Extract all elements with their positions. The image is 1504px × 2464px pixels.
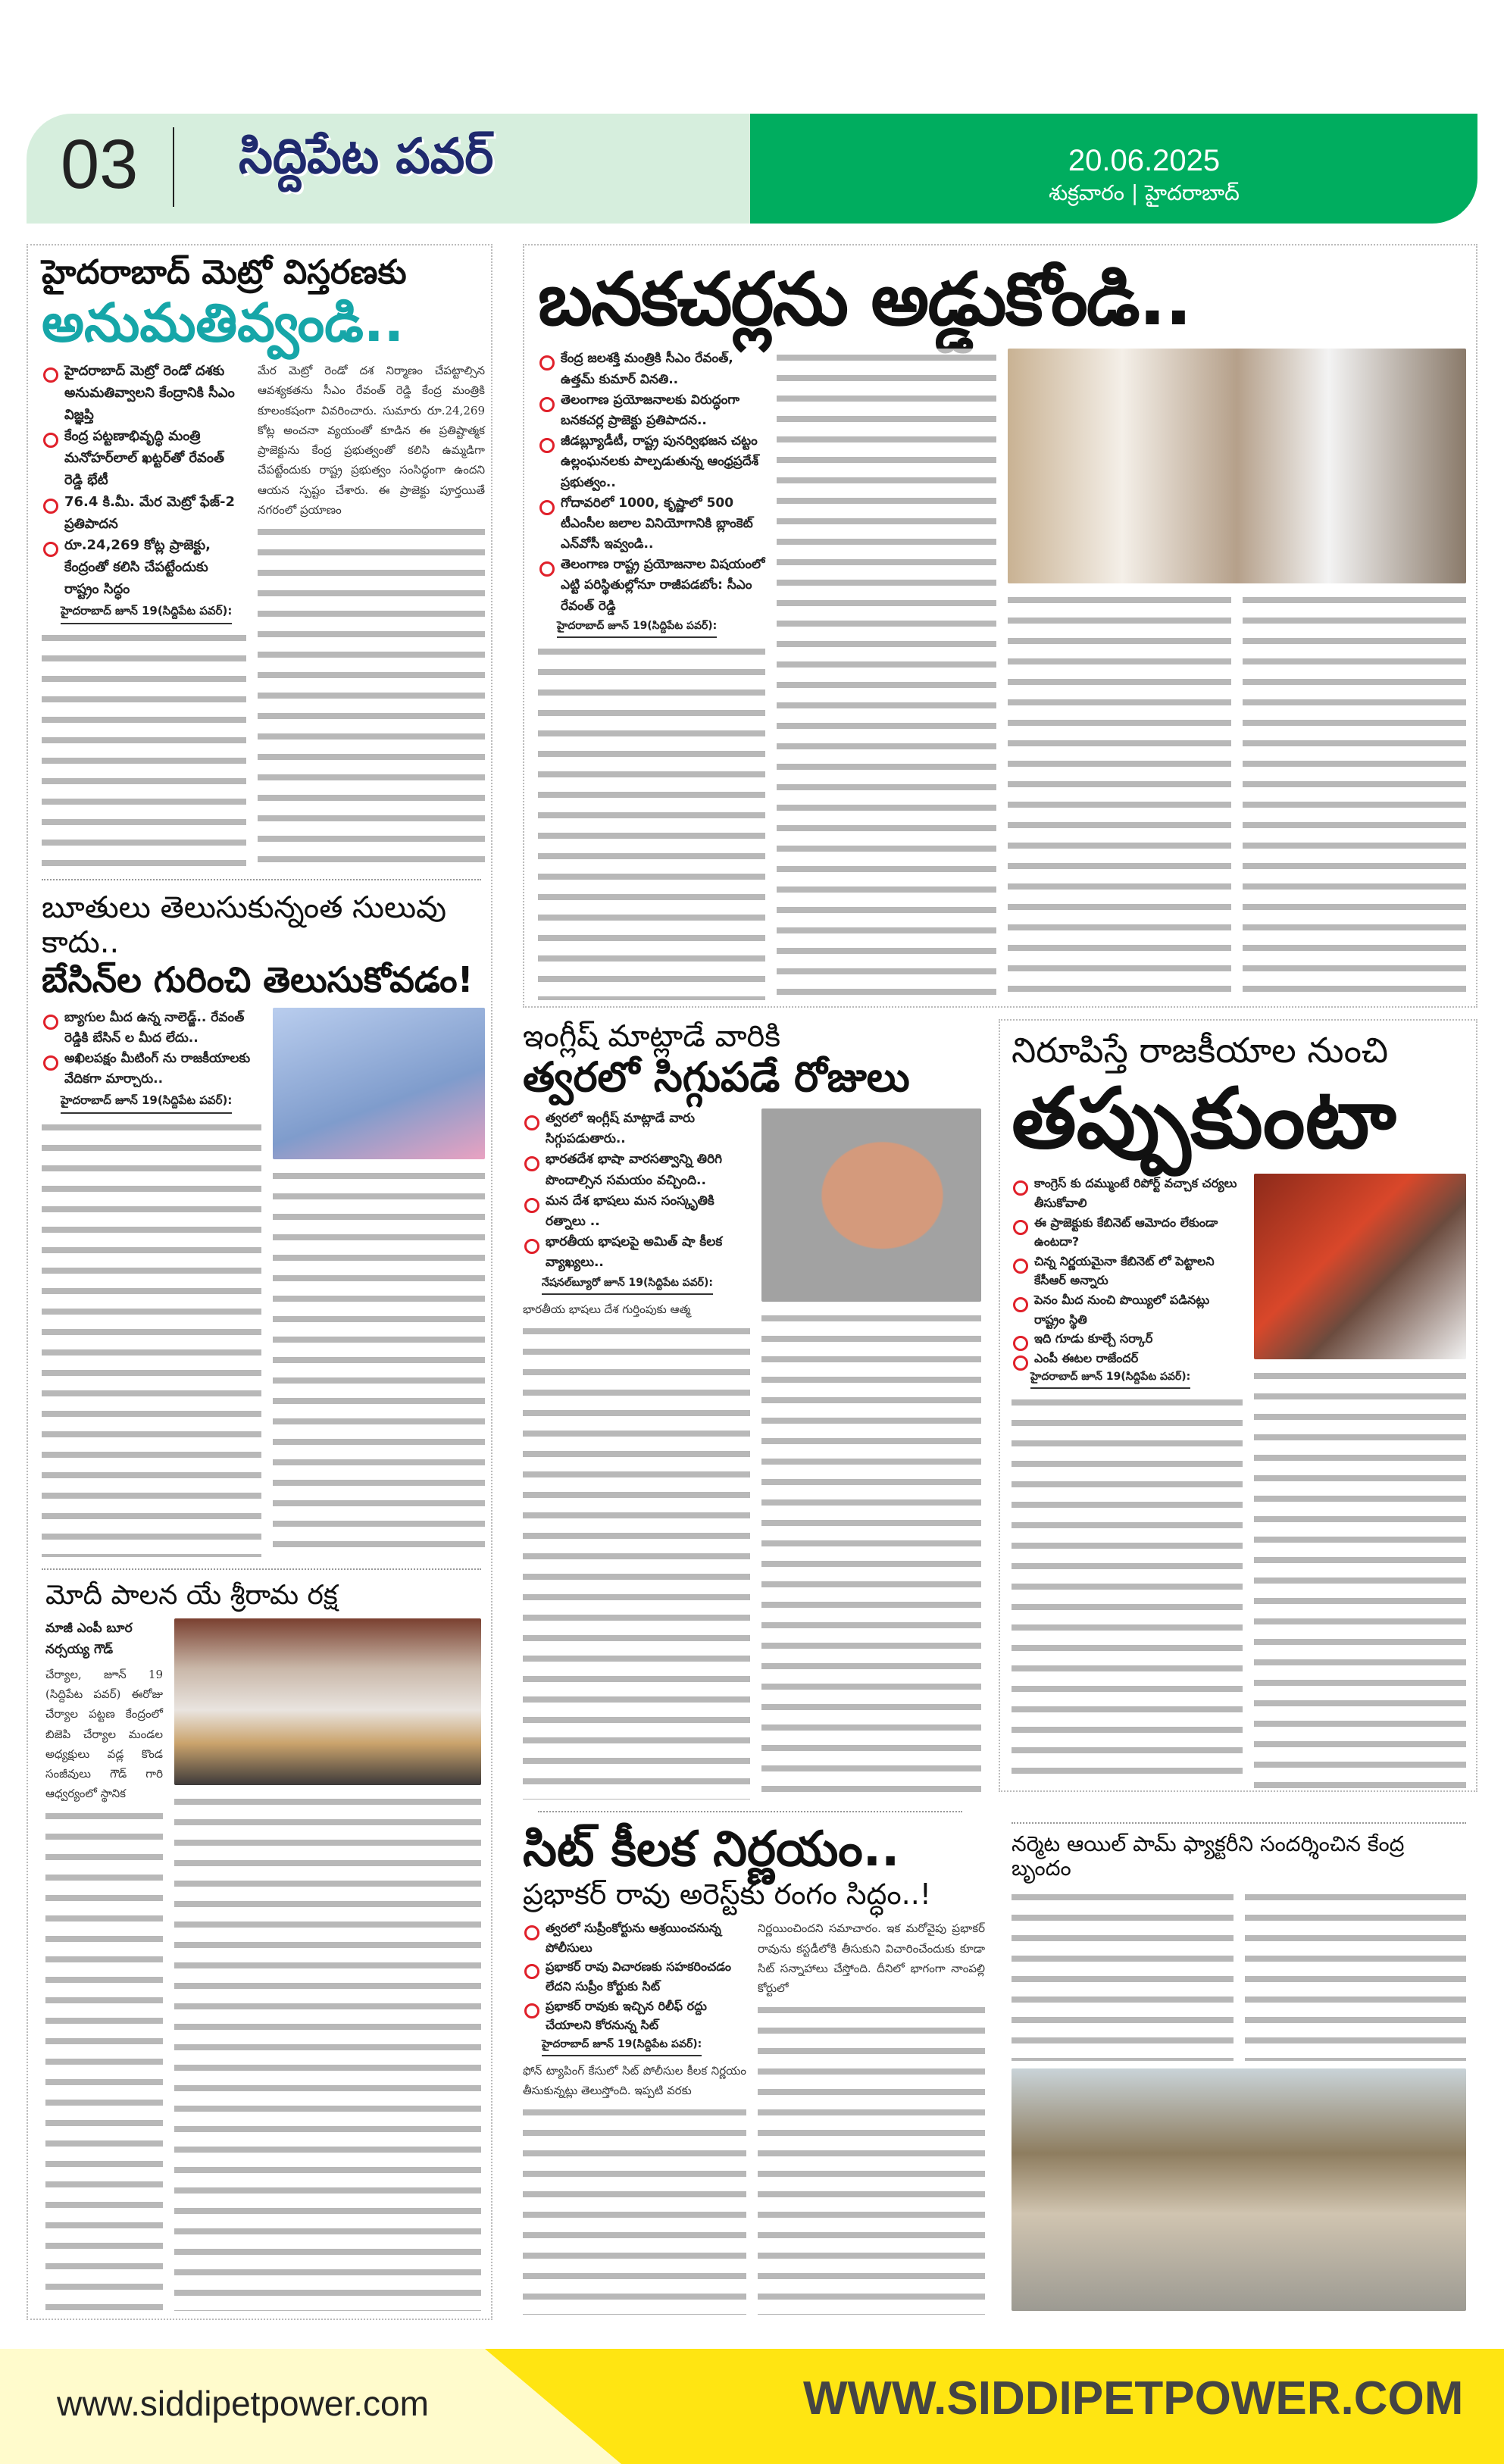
body-text: నిర్ణయించిందని సమాచారం. ఇక మరోవైపు ప్రభాకర్ రావును కస్టడీలోకి తీసుకుని విచారించేందుకు కూడా సిట్ సన్నాహాలు చేస్తోంది. దీనిలో భాగంగా నాంపల్లి కోర్టులో <box>758 1921 985 1996</box>
bullet: ఈ ప్రాజెక్టుకు కేబినెట్ ఆమోదం లేకుండా ఉంటదా? <box>1012 1213 1243 1252</box>
bullet: కేంద్ర జలశక్తి మంత్రికి సీఎం రేవంత్, ఉత్తమ్ కుమార్ వినతి.. <box>538 349 765 389</box>
bullet-list <box>1012 1174 1243 1368</box>
bullet: ప్రభాకర్ రావు విచారణకు సహకరించడం లేదని సుప్రీం కోర్టుకు సిట్ <box>523 1957 746 1996</box>
body-text <box>523 2103 746 2315</box>
headline: సిట్ కీలక నిర్ణయం.. <box>523 1821 900 1878</box>
article-english <box>523 1019 985 1800</box>
footer-website-banner[interactable]: WWW.SIDDIPETPOWER.COM <box>803 2372 1464 2425</box>
headline: బనకచర్లను అడ్డుకోండి.. <box>538 257 1191 342</box>
article-banakacherla <box>538 258 1466 1000</box>
body-text <box>258 523 485 871</box>
body-text <box>273 1167 485 1557</box>
bullet: హైదరాబాద్ మెట్రో రెండో దశకు అనుమతివ్వాలని కేంద్రానికి సీఎం విజ్ఞప్తి <box>42 361 246 426</box>
body-text <box>1245 1888 1467 2061</box>
body-text <box>523 1322 750 1800</box>
bullet: గోదావరిలో 1000, కృష్ణాలో 500 టీఎంసీల జలాల వినియోగానికి బ్లాంకెట్ ఎన్‌వోసీ ఇవ్వండి.. <box>538 493 765 555</box>
body-text <box>45 1807 163 2311</box>
headline: హైదరాబాద్ మెట్రో విస్తరణకు <box>42 253 407 292</box>
divider <box>42 1568 481 1570</box>
bullet-list <box>42 1008 261 1090</box>
body-text <box>761 1309 981 1800</box>
issue-date: 20.06.2025 <box>1068 144 1221 177</box>
page-number: 03 <box>61 126 139 203</box>
body-text: ఫోన్ ట్యాపింగ్ కేసులో సిట్ పోలీసుల కీలక నిర్ణయం తీసుకున్నట్లు తెలుస్తోంది. ఇప్పటి వరకు <box>523 2063 746 2098</box>
headline: నిరూపిస్తే రాజకీయాల నుంచి <box>1012 1030 1389 1071</box>
masthead-logo: సిద్దిపేట పవర్ <box>239 129 494 185</box>
photo-amit-shah <box>761 1108 981 1302</box>
bullet-list <box>538 349 765 616</box>
body-text <box>42 1118 261 1557</box>
body-text <box>1008 591 1231 1000</box>
bullet: కాంగ్రెస్ కు దమ్ముంటే రిపోర్ట్ వచ్చాక చర్యలు తీసుకోవాలి <box>1012 1174 1243 1212</box>
bullet: ఎంపీ ఈటల రాజేందర్ <box>1012 1349 1243 1368</box>
headline: మోదీ పాలన యే శ్రీరామ రక్ష <box>45 1580 338 1611</box>
article-modi <box>45 1580 481 2311</box>
body-text <box>538 643 765 1000</box>
bullet: ప్రభాకర్ రావుకు ఇచ్చిన రిలీఫ్ రద్దు చేయాలని కోరనున్న సిట్ <box>523 1997 746 2035</box>
dateline: హైదరాబాద్ జూన్ 19(సిద్దిపేట పవర్): <box>1030 1371 1190 1389</box>
bullet: కేంద్ర పట్టణాభివృద్ధి మంత్రి మనోహర్‌లాల్ ఖట్టర్‌తో రేవంత్ రెడ్డి భేటీ <box>42 426 246 491</box>
bullet: మన దేశ భాషలు మన సంస్కృతికి రత్నాలు .. <box>523 1191 750 1232</box>
footer-website-link[interactable]: www.siddipetpower.com <box>57 2384 429 2423</box>
article-eatala <box>1012 1030 1466 1788</box>
body-text: మేర మెట్రో రెండో దశ నిర్మాణం చేపట్టాల్సిన ఆవశ్యకతను సీఎం రేవంత్ రెడ్డి కేంద్ర మంత్రికి కూలంకషంగా వివరించారు. సుమారు రూ.24,269 కోట్ల అంచనా వ్యయంతో కూడిన ఈ ప్రతిష్టాత్మక ప్రాజెక్టును కేంద్ర ప్రభుత్వంతో కలిసి ఉమ్మడిగా చేపట్టేందుకు రాష్ట్ర ప్రభుత్వం సంసిద్ధంగా ఉందని ఆయన స్పష్టం చేశారు. ఈ ప్రాజెక్టు పూర్తయితే నగరంలో ప్రయాణం <box>258 364 485 517</box>
body-text <box>758 2001 985 2315</box>
headline: నర్మెట ఆయిల్ పామ్ ఫ్యాక్టరీని సందర్శించిన కేంద్ర బృందం <box>1012 1831 1405 1881</box>
bullet: తెలంగాణ రాష్ట్ర ప్రయోజనాల విషయంలో ఎట్టి పరిస్థితుల్లోనూ రాజీపడబోం: సీఎం రేవంత్ రెడ్డి <box>538 555 765 617</box>
divider <box>42 879 481 880</box>
article-sit <box>523 1822 985 2315</box>
body-text <box>777 349 996 1000</box>
bullet-list <box>523 1108 750 1274</box>
body-text <box>1012 1888 1234 2061</box>
body-text <box>1012 1393 1243 1788</box>
dateline: నేషనల్‌బ్యూరో జూన్ 19(సిద్దిపేట పవర్): <box>542 1277 713 1295</box>
bullet: త్వరలో సుప్రీంకోర్టును ఆశ్రయించనున్న పోలీసులు <box>523 1918 746 1957</box>
body-text <box>1243 591 1466 1000</box>
bullet: అఖిలపక్షం మీటింగ్ ను రాజకీయాలకు వేదికగా మార్చారు.. <box>42 1049 261 1090</box>
body-text <box>1254 1367 1466 1788</box>
dateline: హైదరాబాద్ జూన్ 19(సిద్దిపేట పవర్): <box>542 2038 702 2056</box>
dateline: హైదరాబాద్ జూన్ 19(సిద్దిపేట పవర్): <box>557 620 717 638</box>
article-oil-palm <box>1012 1832 1466 2311</box>
photo-oil-palm-factory <box>1012 2068 1466 2311</box>
headline: త్వరలో సిగ్గుపడే రోజులు <box>523 1053 910 1101</box>
headline: బూతులు తెలుసుకున్నంత సులువు కాదు.. <box>42 890 447 960</box>
photo-harish-rao <box>273 1008 485 1159</box>
bullet: తెలంగాణ ప్రయోజనాలకు విరుద్ధంగా బనకచర్ల ప్రాజెక్టు ప్రతిపాదన.. <box>538 390 765 431</box>
photo-press-meet <box>174 1618 481 1785</box>
article-basins <box>42 890 485 1557</box>
dateline: హైదరాబాద్ జూన్ 19(సిద్దిపేట పవర్): <box>61 604 232 624</box>
bullet: చిన్న నిర్ణయమైనా కేబినెట్ లో పెట్టాలని కేసీఆర్ అన్నారు <box>1012 1252 1243 1290</box>
issue-day-place: శుక్రవారం | హైదరాబాద్ <box>1049 180 1240 205</box>
bullet: భారతదేశ భాషా వారసత్వాన్ని తిరిగి పొందాల్సిన సమయం వచ్చింది.. <box>523 1149 750 1190</box>
bullet: 76.4 కి.మీ. మేర మెట్రో ఫేజ్-2 ప్రతిపాదన <box>42 492 246 536</box>
headline-highlight: అనుమతివ్వండి.. <box>42 291 405 354</box>
headline: ఇంగ్లీష్ మాట్లాడే వారికి <box>523 1019 781 1054</box>
headline: బేసిన్‌ల గురించి తెలుసుకోవడం! <box>42 959 474 1000</box>
bullet: బ్యాగుల మీద ఉన్న నాలెడ్జ్.. రేవంత్ రెడ్డికి బేసిన్ ల మీద లేదు.. <box>42 1008 261 1049</box>
bullet: రూ.24,269 కోట్ల ప్రాజెక్టు, కేంద్రంతో కలిసి చేపట్టేందుకు రాష్ట్రం సిద్ధం <box>42 535 246 600</box>
bullet: జీడబ్ల్యూడీటీ, రాష్ట్ర పునర్విభజన చట్టం ఉల్లంఘనలకు పాల్పడుతున్న ఆంధ్రప్రదేశ్ ప్రభుత్వం.. <box>538 431 765 493</box>
headline: ప్రభాకర్ రావు అరెస్ట్‌కు రంగం సిద్ధం..! <box>523 1877 932 1911</box>
header-divider <box>173 127 174 207</box>
body-text <box>42 629 246 871</box>
bullet: పెనం మీద నుంచి పొయ్యిలో పడినట్లు రాష్ట్రం స్థితి <box>1012 1290 1243 1329</box>
bullet: త్వరలో ఇంగ్లీష్ మాట్లాడే వారు సిగ్గుపడుతారు.. <box>523 1108 750 1149</box>
photo-eatala-rajender <box>1254 1174 1466 1359</box>
bullet-list <box>42 361 246 601</box>
bullet: భారతీయ భాషలపై అమిత్ షా కీలక వ్యాఖ్యలు.. <box>523 1232 750 1273</box>
divider <box>1012 1822 1466 1824</box>
headline: తప్పుకుంటా <box>1012 1069 1396 1167</box>
bullet: ఇది గూడు కూల్చే సర్కార్ <box>1012 1329 1243 1349</box>
body-text <box>174 1793 481 2311</box>
article-metro <box>42 254 485 871</box>
dateline: హైదరాబాద్ జూన్ 19(సిద్దిపేట పవర్): <box>61 1093 232 1114</box>
body-text: భారతీయ భాషలు దేశ గుర్తింపుకు ఆత్మ <box>523 1302 691 1316</box>
subheadline: మాజీ ఎంపీ బూర నర్సయ్య గౌడ్ <box>45 1621 133 1657</box>
bullet-list <box>523 1918 746 2035</box>
divider <box>538 1811 962 1812</box>
photo-cm-meeting-minister <box>1008 349 1466 583</box>
body-text: చేర్యాల, జూన్ 19 (సిద్దిపేట పవర్) ఈరోజు చేర్యాల పట్టణ కేంద్రంలో బిజెపి చేర్యాల మండల అధ్యక్షులు వడ్ల కొండ సంజీవులు గౌడ్ గారి ఆధ్వర్యంలో స్థానిక <box>45 1667 163 1801</box>
